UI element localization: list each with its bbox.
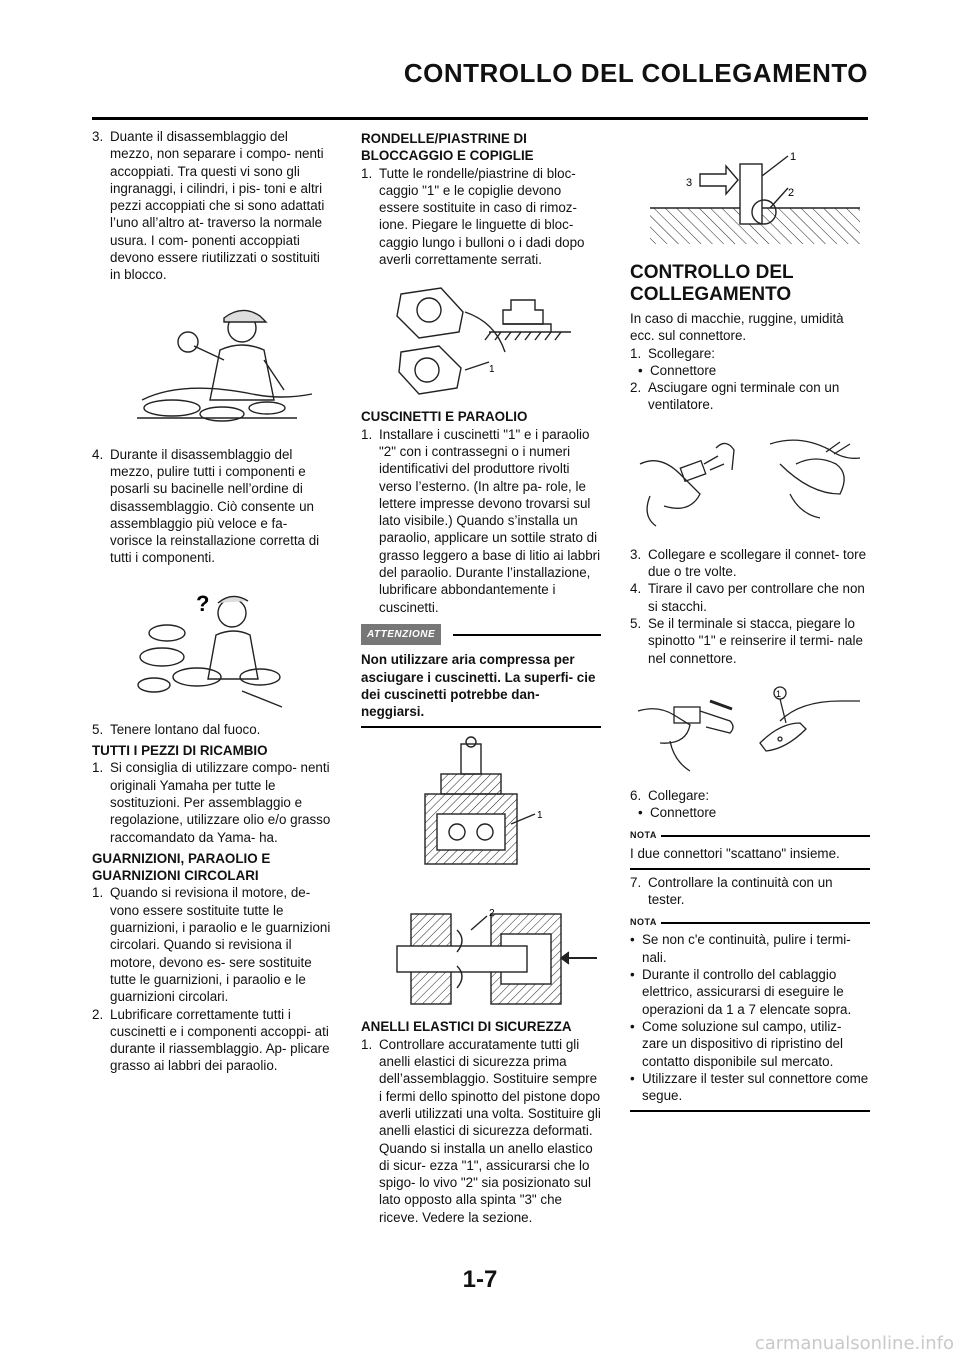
- section-heading: GUARNIZIONI, PARAOLIO E GUARNIZIONI CIRCOLARI: [92, 850, 271, 884]
- note-text: I due connettori "scattano" insieme.: [630, 845, 840, 861]
- list-item: 1. Scollegare:: [630, 345, 715, 361]
- column-left: [92, 128, 332, 1075]
- page-number: 1-7: [462, 1266, 498, 1293]
- section-title: CONTROLLO DEL COLLEGAMENTO: [630, 262, 794, 305]
- list-item: 7. Controllare la continuità con un tester.: [630, 874, 833, 907]
- list-item: 5. Tenere lontano dal fuoco.: [92, 721, 261, 737]
- list-item: 1. Controllare accuratamente tutti gli anelli elastici di sicurezza prima dell’assemblaggio. Sostituire sempre i fermi dello spinotto del pistone dopo averli utilizzati una volta. Sostituire gli anelli elastici di sicurezza deformati. Quando si installa un anello elastico di sicur- ezza "1", assicurarsi che lo spigo- lo vivo "2" sia posizionato sul lato opposto alla spinta "3" che riceve. Vedere la sezione.: [361, 1036, 601, 1225]
- caution-text: Non utilizzare aria compressa per asciugare i cuscinetti. La superfi- cie dei cuscinetti potrebbe dan- neggiarsi.: [361, 652, 596, 720]
- list-item: 2. Asciugare ogni terminale con un ventilatore.: [630, 380, 840, 413]
- list-item: 6. Collegare:: [630, 787, 710, 803]
- note-bullet: • Utilizzare il tester sul connettore come segue.: [630, 1070, 869, 1104]
- section-heading: ANELLI ELASTICI DI SICUREZZA: [361, 1019, 572, 1035]
- note-bullet: • Se non c'e continuità, pulire i termi- nali.: [630, 932, 851, 965]
- caution-box: [361, 624, 601, 728]
- list-item: 2. Lubrificare correttamente tutti i cuscinetti e i componenti accoppi- ati durante il riassemblaggio. Ap- plicare grasso ai labbri dei paraolio.: [92, 1006, 330, 1074]
- note-tag: NOTA: [630, 830, 657, 841]
- callout-label: 1: [790, 151, 797, 163]
- section-heading: RONDELLE/PIASTRINE DI BLOCCAGGIO E COPIGLIE: [361, 131, 534, 164]
- list-item: 3. Collegare e scollegare il connet- tore due o tre volte.: [630, 546, 867, 580]
- note-bullet: • Come soluzione sul campo, utiliz- zare un dispositivo di ripristino del contatto disponibile sul mercato.: [630, 1018, 843, 1069]
- intro-text: In caso di macchie, ruggine, umidità ecc. sul connettore.: [630, 311, 844, 344]
- bearing-seal-figure: [361, 734, 601, 1012]
- note-box: [630, 914, 870, 1112]
- mechanic-figure: [92, 290, 332, 440]
- list-item: 5. Se il terminale si stacca, piegare lo spinotto "1" e reinserire il termi- nale nel connettore.: [630, 615, 863, 666]
- confused-mechanic-figure: [92, 573, 332, 715]
- callout-label: 2: [788, 187, 795, 199]
- bullet-item: • Connettore: [638, 805, 717, 821]
- list-item: 1. Quando si revisiona il motore, de- vono essere sostituite tutte le guarnizioni, i paraolio e le guarnizioni circolari. Quando si revisiona il motore, devono es- sere sostituite tutte le guarnizioni, i paraolio e le guarnizioni circolari.: [92, 885, 331, 1005]
- question-mark: ?: [196, 590, 210, 616]
- note-bullet: • Durante il controllo del cablaggio elettrico, assicurarsi di eseguire le operazioni da 1 a 7 elencate sopra.: [630, 967, 852, 1017]
- note-tag: NOTA: [630, 917, 657, 928]
- callout-label: 1: [537, 810, 543, 822]
- page-title: CONTROLLO DEL COLLEGAMENTO: [403, 58, 868, 88]
- list-item: 4. Durante il disassemblaggio del mezzo, pulire tutti i componenti e posarli su bacinelle nell’ordine di disassemblaggio. Ciò consente un assemblaggio più veloce e fa- vorisce la reinstallazione corretta di tutti i componenti.: [92, 446, 320, 566]
- section-heading: CUSCINETTI E PARAOLIO: [361, 409, 528, 425]
- list-item: 3. Duante il disassemblaggio del mezzo, non separare i compo- nenti accoppiati. Tra questi vi sono gli ingranaggi, i cilindri, i pis- toni e altri pezzi accoppiati che si sono adattati l’uno all’altro at- traverso la normale usura. I com- ponenti accoppiati devono essere riutilizzati o sostituiti in blocco.: [92, 129, 325, 283]
- callout-label: 2: [489, 908, 495, 920]
- caution-tag: ATTENZIONE: [361, 624, 441, 645]
- list-item: 1. Installare i cuscinetti "1" e i paraolio "2" con i contrassegni o i numeri identificativi del produttore rivolti verso l’esterno. (In altre pa- role, le lettere impresse devono trovarsi sul lato visibile.) Quando s’installa un paraolio, applicare un sottile strato di grasso leggero a base di litio ai labbri del paraolio. Durante l’installazione, lubrificare abbondantemente i cuscinetti.: [361, 426, 601, 615]
- bullet-item: • Connettore: [638, 362, 717, 378]
- note-box: [630, 827, 870, 869]
- list-item: 1. Tutte le rondelle/piastrine di bloc- caggio "1" e le copiglie devono essere sostituite in caso di rimoz- ione. Piegare le linguette di bloc- caggio lungo i bulloni o i dadi dopo averli correttamente serrati.: [361, 165, 585, 268]
- column-middle: [361, 128, 601, 1226]
- drying-connector-figure: [630, 424, 870, 540]
- pin-bending-figure: [630, 681, 870, 781]
- header-rule: [92, 117, 868, 120]
- callout-label: 1: [776, 688, 782, 699]
- list-item: 1. Si consiglia di utilizzare compo- nenti originali Yamaha per tutte le sostituzioni. Per assemblaggio e regolazione, utilizzare olio e/o grasso raccomandato da Yama- ha.: [92, 760, 331, 845]
- section-heading: TUTTI I PEZZI DI RICAMBIO: [92, 743, 268, 759]
- column-right: [630, 128, 870, 1116]
- callout-label: 1: [489, 364, 495, 376]
- list-item: 4. Tirare il cavo per controllare che non si stacchi.: [630, 581, 865, 614]
- page-header: [0, 0, 960, 124]
- callout-label: 3: [686, 177, 693, 189]
- watermark: carmanualsonline.info: [754, 1333, 954, 1354]
- circlip-figure: [630, 128, 870, 248]
- lock-washer-figure: [361, 274, 601, 402]
